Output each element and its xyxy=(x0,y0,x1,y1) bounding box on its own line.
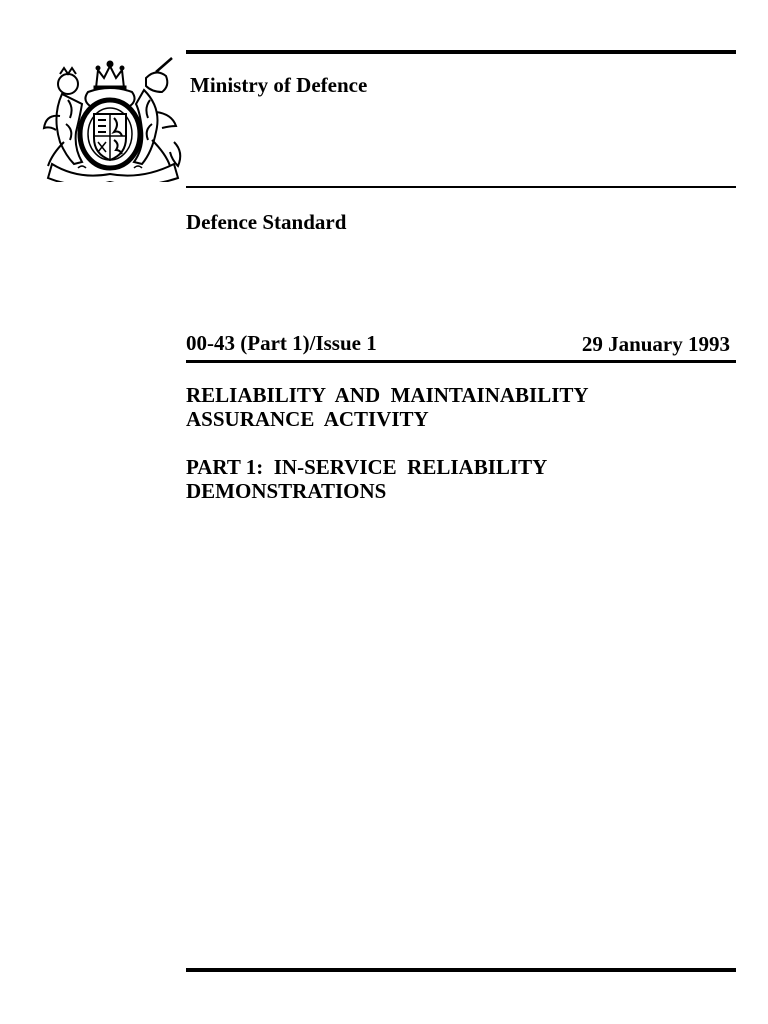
identifier-divider xyxy=(186,360,736,363)
part-line: PART 1: IN-SERVICE RELIABILITY xyxy=(186,455,548,479)
title-line: ASSURANCE ACTIVITY xyxy=(186,407,429,431)
part-title xyxy=(186,455,547,503)
document-type: Defence Standard xyxy=(186,210,347,234)
document-title xyxy=(186,383,589,431)
header-divider xyxy=(186,186,736,188)
title-line: RELIABILITY AND MAINTAINABILITY xyxy=(186,383,589,407)
part-line: DEMONSTRATIONS xyxy=(186,479,387,503)
document-identifier: 00-43 (Part 1)/Issue 1 xyxy=(186,331,377,355)
document-date: 29 January 1993 xyxy=(581,332,730,356)
top-rule xyxy=(186,50,736,54)
bottom-rule xyxy=(186,968,736,972)
organisation-name: Ministry of Defence xyxy=(190,73,368,97)
royal-coat-of-arms-logo xyxy=(38,56,188,182)
